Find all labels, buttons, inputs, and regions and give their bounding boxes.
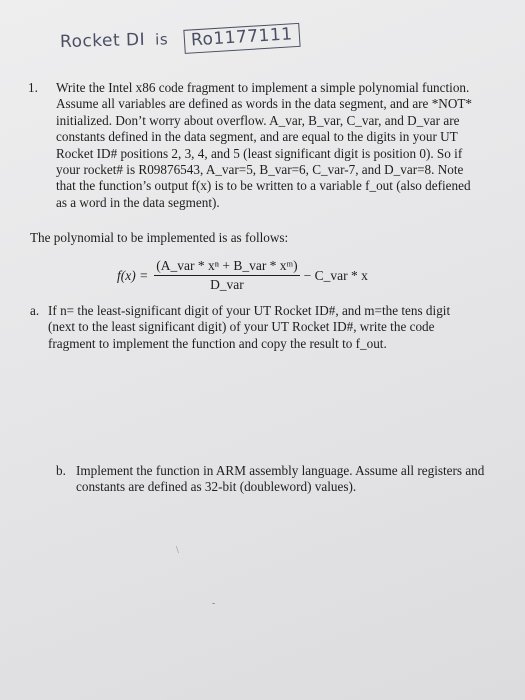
question-number: 1. — [28, 80, 38, 95]
question-text: Write the Intel x86 code fragment to implement a simple polynomial function. Assume all variables are defined as words in the data segment, and are *NOT* initialized. Don’t worry about overflow. A_var, B_var, C_var, and D_var are constants defined in the data segment, and are equal to the digits in your UT Rocket ID# positions 2, 3, 4, and 5 (least significant digit is position 0). So if your rocket# is R09876543, A_var=5, B_var=6, C_var-7, and D_var=8. Note that the function’s output f(x) is to be written to a variable f_out (also defiened as a word in the data segment). — [56, 80, 472, 210]
formula-fraction — [154, 258, 299, 293]
part-a-text: If n= the least-significant digit of your UT Rocket ID#, and m=the tens digit (next to the least significant digit) of your UT Rocket ID#, write the code fragment to implement the function and copy the result to f_out. — [48, 303, 451, 351]
part-b-label: b. — [56, 463, 66, 478]
part-b-text: Implement the function in ARM assembly language. Assume all registers and constants are defined as 32-bit (doubleword) values). — [76, 463, 485, 495]
formula-denominator: D_var — [210, 277, 244, 292]
polynomial-formula — [117, 258, 368, 293]
pencil-mark: \ — [176, 545, 179, 556]
pencil-mark: - — [212, 598, 216, 609]
formula-rhs: − C_var * x — [303, 267, 368, 283]
formula-numerator: (A_var * xⁿ + B_var * xᵐ) — [154, 258, 299, 276]
handwritten-prefix: Rocket DI — [59, 29, 146, 53]
formula-lhs: f(x) = — [117, 267, 149, 283]
handwritten-id-box: Ro1177111 — [184, 23, 301, 54]
polynomial-intro: The polynomial to be implemented is as follows: — [30, 230, 289, 245]
part-a-label: a. — [30, 303, 40, 318]
handwritten-is: is — [154, 30, 169, 49]
handwritten-rocket-id — [60, 25, 300, 55]
